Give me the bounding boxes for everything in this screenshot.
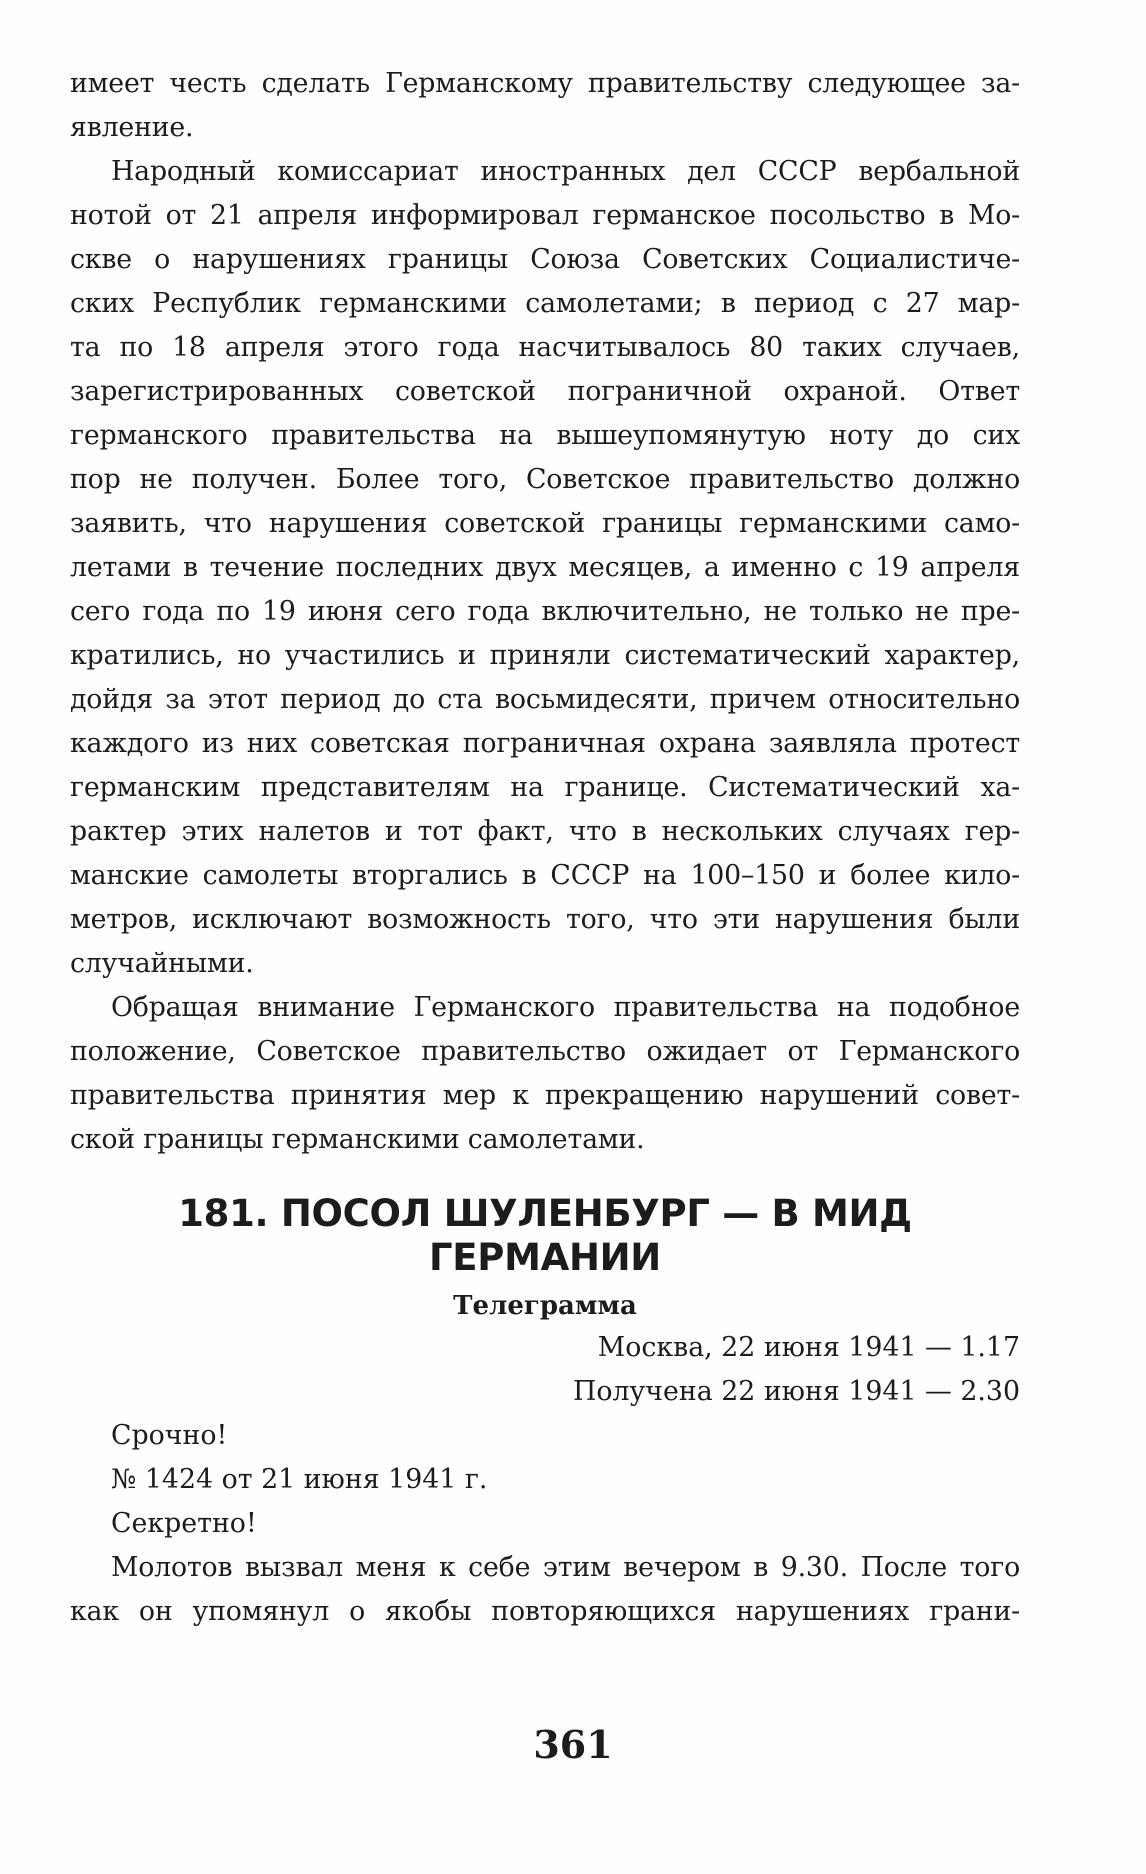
text-line: манские самолеты вторгались в СССР на 100–150 и более кило- (70, 860, 1020, 891)
document-number: № 1424 от 21 июня 1941 г. (111, 1464, 488, 1495)
text-line: правительства принятия мер к прекращению нарушений совет- (70, 1080, 1020, 1111)
section-heading (70, 1192, 1020, 1280)
document-type: Телеграмма (453, 1291, 637, 1321)
text-line: германского правительства на вышеупомянутую ноту до сих (70, 420, 1020, 451)
page-number: 361 (533, 1722, 613, 1767)
text-line: Народный комиссариат иностранных дел СССР вербальной (111, 156, 1020, 187)
dateline-sent: Москва, 22 июня 1941 — 1.17 (597, 1332, 1020, 1363)
text-line: сего года по 19 июня сего года включительно, не только не пре- (70, 596, 1020, 627)
text-line: скве о нарушениях границы Союза Советских Социалистиче- (70, 244, 1020, 275)
text-line: случайными. (70, 948, 254, 979)
text-line: дойдя за этот период до ста восьмидесяти, причем относительно (70, 684, 1020, 715)
text-line: нотой от 21 апреля информировал германское посольство в Мо- (70, 200, 1020, 231)
text-line: метров, исключают возможность того, что эти нарушения были (70, 904, 1020, 935)
paragraph-telegram-body (70, 1546, 1020, 1634)
text-line: кратились, но участились и приняли систематический характер, (70, 640, 1020, 671)
section-heading-line: ГЕРМАНИИ (429, 1236, 661, 1279)
text-line: германским представителям на границе. Систематический ха- (70, 772, 1020, 803)
text-line: Молотов вызвал меня к себе этим вечером в 9.30. После того (111, 1552, 1020, 1583)
urgency-mark: Срочно! (111, 1420, 228, 1451)
text-line: положение, Советское правительство ожидает от Германского (70, 1036, 1020, 1067)
text-line: ских Республик германскими самолетами; в период с 27 мар- (70, 288, 1020, 319)
text-line: ской границы германскими самолетами. (70, 1124, 645, 1155)
text-line: та по 18 апреля этого года насчитывалось 80 таких случаев, (70, 332, 1020, 363)
text-line: имеет честь сделать Германскому правительству следующее за- (70, 68, 1020, 99)
text-line: как он упомянул о якобы повторяющихся нарушениях грани- (70, 1596, 1020, 1627)
dateline-received: Получена 22 июня 1941 — 2.30 (572, 1376, 1020, 1407)
text-line: каждого из них советская пограничная охрана заявляла протест (70, 728, 1020, 759)
text-line: летами в течение последних двух месяцев, а именно с 19 апреля (70, 552, 1020, 583)
text-line: зарегистрированных советской пограничной охраной. Ответ (70, 376, 1020, 407)
paragraph-continuation (70, 62, 1020, 150)
text-line: заявить, что нарушения советской границы германскими само- (70, 508, 1020, 539)
text-line: рактер этих налетов и тот факт, что в нескольких случаях гер- (70, 816, 1020, 847)
text-line: явление. (70, 112, 194, 143)
text-line: Обращая внимание Германского правительства на подобное (111, 992, 1020, 1023)
secrecy-mark: Секретно! (111, 1508, 257, 1539)
section-heading-line: 181. ПОСОЛ ШУЛЕНБУРГ — В МИД (178, 1192, 912, 1235)
paragraph-note (70, 150, 1020, 986)
text-line: пор не получен. Более того, Советское правительство должно (70, 464, 1020, 495)
paragraph-request (70, 986, 1020, 1162)
text-column (70, 62, 1020, 1634)
